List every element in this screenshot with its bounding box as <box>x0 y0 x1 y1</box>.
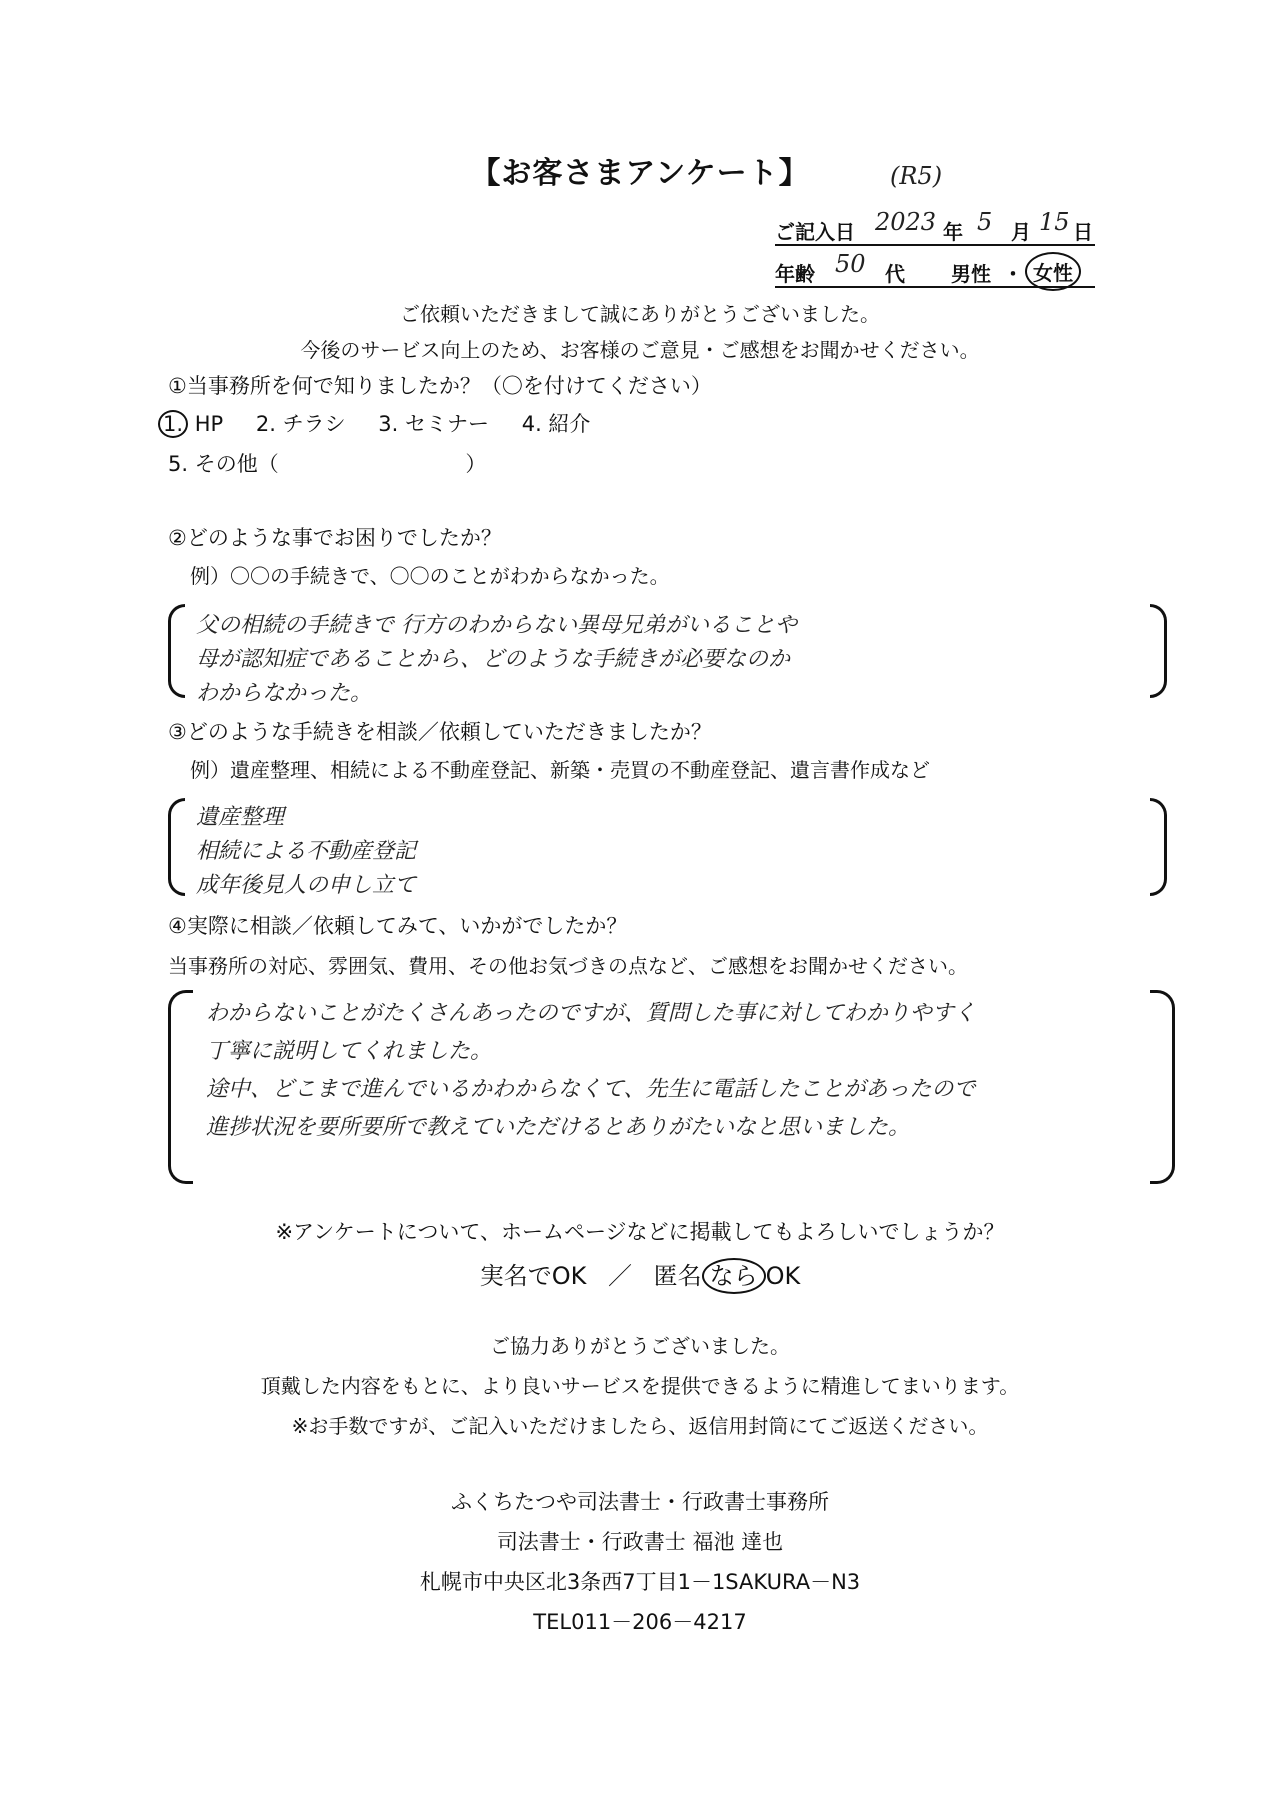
q4-answer-line-3: 途中、どこまで進んでいるかわからなくて、先生に電話したことがあったので <box>206 1077 976 1102</box>
age-value: 50 <box>835 250 866 278</box>
month-label: 月 <box>1011 220 1031 244</box>
date-row <box>775 210 1095 246</box>
q2-answer-line-3: わからなかった。 <box>196 681 373 706</box>
era-note: (R5) <box>890 162 943 190</box>
q1-opt5-close: ） <box>465 452 487 476</box>
age-row <box>775 252 1095 288</box>
gender-separator: ・ <box>1003 262 1023 286</box>
q1-opt1-num-circled: 1. <box>158 410 188 438</box>
thanks-line-1: ご協力ありがとうございました。 <box>490 1334 790 1358</box>
q1-opt4: 4. 紹介 <box>521 412 591 436</box>
month-value: 5 <box>977 208 993 236</box>
publish-real-name: 実名でOK <box>479 1262 587 1290</box>
q1-opt5-row <box>168 448 486 478</box>
publish-anon-prefix: 匿名 <box>653 1262 702 1290</box>
q2-bracket-left <box>168 604 185 698</box>
publish-anon-suffix: OK <box>765 1262 801 1290</box>
survey-title: 【お客さまアンケート】 <box>470 156 810 191</box>
year-value: 2023 <box>875 208 937 236</box>
q2-example: 例）〇〇の手続きで、〇〇のことがわからなかった。 <box>190 564 670 588</box>
q4-answer-line-2: 丁寧に説明してくれました。 <box>206 1039 493 1064</box>
office-address: 札幌市中央区北3条西7丁目1－1SAKURA－N3 <box>419 1570 861 1594</box>
age-label: 年齢 <box>775 262 815 286</box>
q3-bracket-left <box>168 798 185 896</box>
gender-male: 男性 <box>951 262 991 286</box>
q4-answer-line-4: 進捗状況を要所要所で教えていただけるとありがたいなと思いました。 <box>206 1115 911 1140</box>
q3-answer-line-1: 遺産整理 <box>196 805 285 830</box>
office-name: ふくちたつや司法書士・行政書士事務所 <box>451 1490 829 1514</box>
q2-answer-line-1: 父の相続の手続きで 行方のわからない異母兄弟がいることや <box>196 613 797 638</box>
q3-bracket-right <box>1150 798 1167 896</box>
office-tel: TEL011－206－4217 <box>533 1610 747 1634</box>
q1-opt2: 2. チラシ <box>255 412 346 436</box>
q1-opt1: HP <box>194 412 224 436</box>
day-value: 15 <box>1039 208 1070 236</box>
office-person: 司法書士・行政書士 福池 達也 <box>496 1530 784 1554</box>
q1-question: ①当事務所を何で知りましたか？（〇を付けてください） <box>168 374 712 398</box>
q3-answer-line-2: 相続による不動産登記 <box>196 839 417 864</box>
q3-answer-line-3: 成年後見人の申し立て <box>196 873 417 898</box>
q4-example: 当事務所の対応、雰囲気、費用、その他お気づきの点など、ご感想をお聞かせください。 <box>168 954 968 978</box>
thanks-line-2: 頂戴した内容をもとに、より良いサービスを提供できるように精進してまいります。 <box>260 1374 1020 1398</box>
q4-bracket-right <box>1150 990 1175 1184</box>
q4-question: ④実際に相談／依頼してみて、いかがでしたか？ <box>168 914 628 938</box>
day-label: 日 <box>1073 220 1093 244</box>
intro-line-2: 今後のサービス向上のため、お客様のご意見・ご感想をお聞かせください。 <box>300 338 980 362</box>
q1-options <box>158 408 590 438</box>
q1-opt3: 3. セミナー <box>378 412 490 436</box>
publish-anon-circled: なら <box>702 1258 766 1294</box>
q4-answer-line-1: わからないことがたくさんあったのですが、質問した事に対してわかりやすく <box>206 1001 976 1026</box>
q3-question: ③どのような手続きを相談／依頼していただきましたか？ <box>168 720 712 744</box>
gender-female-circled: 女性 <box>1025 252 1081 291</box>
publish-separator: ／ <box>608 1262 632 1290</box>
date-label: ご記入日 <box>775 220 855 244</box>
publish-options <box>0 1256 1280 1291</box>
q2-question: ②どのような事でお困りでしたか？ <box>168 526 502 550</box>
intro-line-1: ご依頼いただきまして誠にありがとうございました。 <box>400 302 880 326</box>
q1-opt5: 5. その他（ <box>168 452 279 476</box>
q4-bracket-left <box>168 990 193 1184</box>
thanks-line-3: ※お手数ですが、ご記入いただけましたら、返信用封筒にてご返送ください。 <box>291 1414 989 1438</box>
q2-answer-line-2: 母が認知症であることから、どのような手続きが必要なのか <box>196 647 791 672</box>
q2-bracket-right <box>1150 604 1167 698</box>
year-label: 年 <box>943 220 963 244</box>
q3-example: 例）遺産整理、相続による不動産登記、新築・売買の不動産登記、遺言書作成など <box>190 758 930 782</box>
publish-question: ※アンケートについて、ホームページなどに掲載してもよろしいでしょうか？ <box>275 1220 1005 1244</box>
age-unit: 代 <box>885 262 905 286</box>
